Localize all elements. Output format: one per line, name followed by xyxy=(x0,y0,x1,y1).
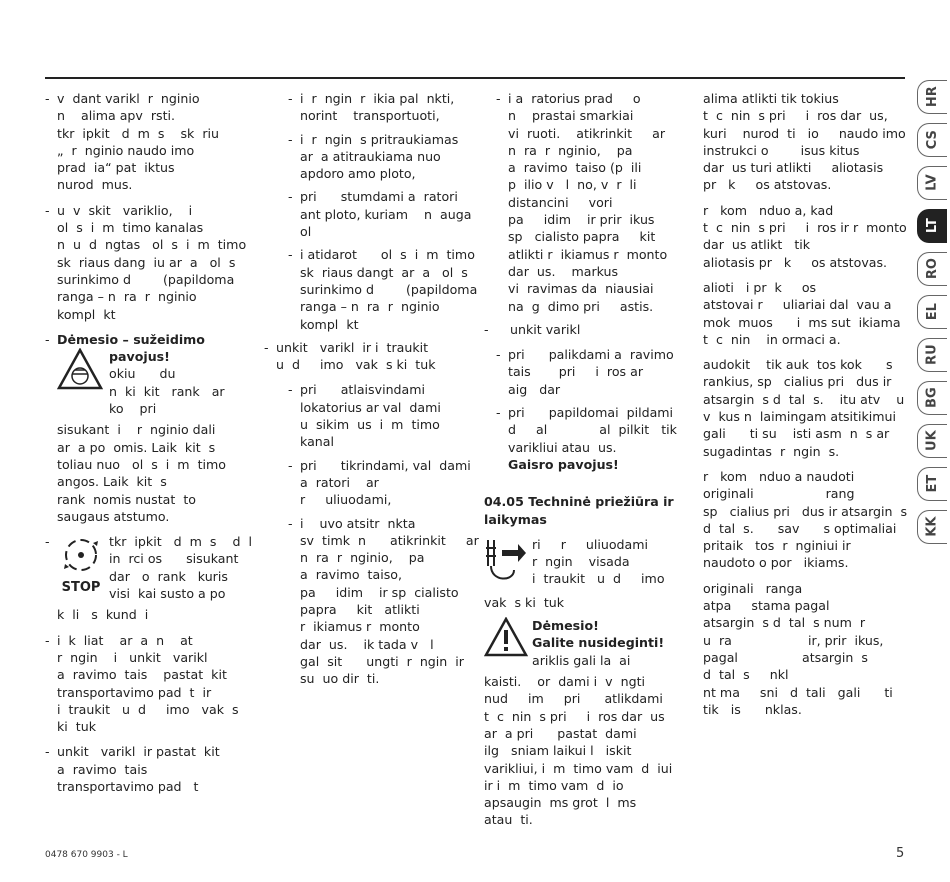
text-line: visi kai susto a po xyxy=(109,586,226,602)
warning-text xyxy=(57,421,255,525)
text-line: aliotasis pr k os atstovas. xyxy=(703,254,888,270)
text-line: pagal atsargin s xyxy=(703,649,868,665)
tab-label: RO xyxy=(924,258,940,280)
tab-label: LV xyxy=(924,174,940,192)
text-line: i traukit u d imo xyxy=(532,571,665,587)
item-text xyxy=(300,131,476,183)
text-line: kompl kt xyxy=(300,316,359,332)
tab-el[interactable] xyxy=(917,295,947,329)
text-line: alioti i pr k os xyxy=(703,279,817,295)
text-line: ri r uliuodami xyxy=(532,536,649,552)
warning-title-2: pavojus! xyxy=(109,349,170,365)
paragraph xyxy=(703,580,903,718)
list-item: - unkit varikl xyxy=(484,321,674,338)
text-line: gali ti su isti asm n s ar xyxy=(703,426,890,442)
text-line: i traukit u d imo vak s xyxy=(57,701,239,717)
text-line: ar a po omis. Laik kit s xyxy=(57,439,216,455)
warning-triangle-icon xyxy=(484,617,528,657)
item-text xyxy=(300,90,476,125)
tab-ro[interactable] xyxy=(917,252,947,286)
text-line: alima atlikti tik tokius xyxy=(703,91,839,106)
tab-bg[interactable] xyxy=(917,381,947,415)
text-line: pa idim ir prir ikus xyxy=(508,212,655,228)
text-line: n ki kit rank ar xyxy=(109,383,225,399)
text-line: sv timk n atikrinkit ar xyxy=(300,532,479,548)
text-line: dar o rank kuris xyxy=(109,568,228,584)
paragraph xyxy=(703,279,903,348)
tab-uk[interactable] xyxy=(917,424,947,458)
maintenance-text xyxy=(484,594,674,611)
text-line: nud im pri atlikdami xyxy=(484,691,663,707)
text-line: kompl kt xyxy=(57,306,116,322)
text-line: r ikiamus r monto xyxy=(300,619,420,635)
text-line: okiu du xyxy=(109,366,176,382)
text-line: dar us. markus xyxy=(508,263,619,279)
text-line: rankius, sp cialius pri dus ir xyxy=(703,374,892,390)
text-line: sp cialisto papra kit xyxy=(508,229,656,245)
tab-et[interactable] xyxy=(917,467,947,501)
tab-label: HR xyxy=(924,86,940,108)
text-line: k li s kund i xyxy=(57,607,149,623)
column-3 xyxy=(484,90,677,829)
text-line: a ratori ar xyxy=(300,474,379,490)
text-line: apsaugin ms grot l ms xyxy=(484,795,637,811)
text-line: t c nin s pri i ros ir r monto xyxy=(703,220,907,236)
text-line: u ra ir, prir ikus, xyxy=(703,632,884,648)
item-text xyxy=(57,202,255,323)
text-line: kuri nurod ti io naudo imo xyxy=(703,125,906,141)
text-line: tais pri i ros ar xyxy=(508,364,643,380)
tab-ru[interactable] xyxy=(917,338,947,372)
paragraph xyxy=(703,202,907,271)
maintenance-note xyxy=(484,536,674,590)
text-line: norint transportuoti, xyxy=(300,108,440,124)
spark-plug-unplug-icon xyxy=(484,536,528,588)
text-line: ant ploto, kuriam n auga xyxy=(300,206,472,222)
list-item: - unkit varikl ir i traukit u d imo vak s ki tuk xyxy=(264,339,476,374)
text-line: n prastai smarkiai xyxy=(508,108,634,124)
item-text xyxy=(57,743,255,795)
document-code: 0478 670 9903 - L xyxy=(45,850,128,860)
text-line: varikliui atau us. xyxy=(508,439,617,455)
paragraph xyxy=(703,356,903,460)
text-line: transportavimo pad t ir xyxy=(57,684,212,700)
item-text xyxy=(300,381,476,450)
text-line: ranga – n ra r nginio xyxy=(57,289,197,305)
text-line: rank nomis nustat to xyxy=(57,491,196,507)
list-item: - i a ratorius prad o n prastai smarkiai vi ruoti. atikrinkit ar n ra r nginio, pa a ravimo taiso (p ili p ilio v l no, v r li distancini vori pa idim ir prir ikus sp cialisto papra kit atlikti r ikiamus r monto dar us. markus vi ravimas da niausiai na g dimo pri astis. xyxy=(484,90,674,315)
text-line: i uvo atsitr nkta xyxy=(300,515,416,531)
text-line: vi ruoti. atikrinkit ar xyxy=(508,125,666,141)
sub-item: - pri tikrindami, val dami a ratori ar r uliuodami, xyxy=(276,457,476,509)
text-line: dar us turi atlikti aliotasis xyxy=(703,160,884,176)
tab-lv[interactable] xyxy=(917,166,947,200)
text-line: naudoto o por ikiams. xyxy=(703,555,849,571)
stop-rotation-icon xyxy=(57,533,105,595)
tab-label: ET xyxy=(924,475,940,493)
text-line: pritaik tos r nginiui ir xyxy=(703,538,851,554)
text-line: a ravimo tais xyxy=(57,761,148,777)
text-line: sisukant i r nginio dali xyxy=(57,422,216,438)
text-line: kanal xyxy=(300,434,334,450)
text-line: saugaus atstumo. xyxy=(57,508,170,524)
text-line: atpa stama pagal xyxy=(703,598,830,614)
caution-title-2: Galite nusideginti! xyxy=(532,635,665,651)
text-line: angos. Laik kit s xyxy=(57,474,167,490)
column-1 xyxy=(45,90,255,803)
text-line: d al al pilkit tik xyxy=(508,422,677,438)
text-line: gal sit ungti r ngin ir xyxy=(300,653,464,669)
hand-hazard-icon xyxy=(57,348,103,390)
text-line: surinkimo d (papildoma xyxy=(300,281,478,297)
sub-item: - pri palikdami a ravimo tais pri i ros ar aig dar xyxy=(496,347,674,397)
warning-title: Dėmesio – sužeidimo xyxy=(57,331,205,347)
text-line: ar a pri pastat dami xyxy=(484,725,637,741)
text-line: prad ia“ pat iktus xyxy=(57,160,175,176)
text-line: ir i m timo vam d io xyxy=(484,777,624,793)
sub-item: - pri atlaisvindami lokatorius ar val dami u sikim us i m timo kanal xyxy=(276,381,476,450)
text-line: u sikim us i m timo xyxy=(300,417,440,433)
text-line: n alima apv rsti. xyxy=(57,108,176,124)
item-text xyxy=(300,246,476,332)
text-line: n ra r nginio, pa xyxy=(508,142,633,158)
warning-side-text xyxy=(109,365,255,417)
tab-label: CS xyxy=(924,130,940,150)
item-text xyxy=(508,90,674,315)
column-2 xyxy=(264,90,479,694)
list-item: - u v skit variklio, i ol s i m timo kanalas n u d ngtas ol s i m timo sk riaus dang iu ar a ol s surinkimo d (papildoma ranga – n ra r nginio kompl kt xyxy=(45,202,255,323)
text-line: v dant varikl r nginio xyxy=(57,91,200,106)
list-item: - i r ngin r ikia pal nkti, norint transportuoti, xyxy=(276,90,476,125)
text-line: u v skit variklio, i xyxy=(57,202,193,218)
text-line: i r ngin s pritraukiamas xyxy=(300,131,459,147)
text-line: unkit varikl ir pastat kit xyxy=(57,744,220,760)
tab-lt[interactable] xyxy=(917,209,947,243)
text-line: n ra r nginio, pa xyxy=(300,550,425,566)
tab-kk[interactable] xyxy=(917,510,947,544)
text-line: pri papildomai pildami xyxy=(508,405,674,421)
text-line: pr k os atstovas. xyxy=(703,177,832,193)
list-item: - pri stumdami a ratori ant ploto, kuriam n auga ol xyxy=(276,188,476,240)
text-line: mok muos i ms sut ikiama xyxy=(703,314,901,330)
text-line: r uliuodami, xyxy=(300,492,392,508)
text-line: instrukci o isus kitus xyxy=(703,142,860,158)
tab-hr[interactable] xyxy=(917,80,947,114)
text-line: ilg sniam laikui l iskit xyxy=(484,743,632,759)
sub-item: - pri papildomai pildami d al al pilkit tik varikliui atau us. Gaisro pavojus! xyxy=(496,405,677,472)
text-line: atau ti. xyxy=(484,812,533,828)
text-line: u d imo vak s ki tuk xyxy=(276,357,436,373)
caution-text xyxy=(484,673,674,829)
list-item: - i k liat ar a n at r ngin i unkit varikl a ravimo tais pastat kit transportavimo pad t ir i traukit u d imo vak s ki tuk xyxy=(45,632,255,736)
text-line: pri atlaisvindami xyxy=(300,382,426,398)
paragraph xyxy=(703,90,906,194)
section-heading: 04.05 Techninė priežiūra ir laikymas xyxy=(484,494,674,527)
caution-title: Dėmesio! xyxy=(532,618,599,634)
text-line: tkr ipkit d m s sk riu xyxy=(57,125,220,141)
item-text xyxy=(57,632,255,736)
text-line: dar us. ik tada v l xyxy=(300,636,434,652)
tab-label: KK xyxy=(924,516,940,538)
text-line: i a ratorius prad o xyxy=(508,91,641,106)
text-line: papra kit atlikti xyxy=(300,602,420,618)
warning-item: - Dėmesio – sužeidimo pavojus! okiu du n ki kit rank ar ko pri sisukant i r nginio dali ar a po omis. Laik kit s toliau nuo ol s i m timo angos. Laik kit s rank nomis nustat to saugaus atstumo. xyxy=(45,331,255,525)
text-line: t c nin s pri i ros dar us, xyxy=(703,108,888,124)
text-line: apdoro amo ploto, xyxy=(300,166,416,182)
text-line: atsargin s d tal s. itu atv u xyxy=(703,391,905,407)
fire-warning: Gaisro pavojus! xyxy=(508,456,619,472)
text-line: na g dimo pri astis. xyxy=(508,298,654,314)
text-line: ol s i m timo kanalas xyxy=(57,220,204,236)
text-line: v kus n laimingam atsitikimui xyxy=(703,409,897,425)
text-line: vak s ki tuk xyxy=(484,594,565,610)
text-line: transportavimo pad t xyxy=(57,778,199,794)
text-line: tkr ipkit d m s d l xyxy=(109,534,252,550)
top-rule xyxy=(45,77,905,79)
text-line: sp cialius pri dus ir atsargin s xyxy=(703,503,908,519)
text-line: kaisti. or dami i v ngti xyxy=(484,674,646,690)
text-line: sugadintas r ngin s. xyxy=(703,443,840,459)
item-text xyxy=(300,457,476,509)
page-number: 5 xyxy=(896,846,905,861)
tab-cs[interactable] xyxy=(917,123,947,157)
stop-side-text xyxy=(109,533,255,602)
list-item: - unkit varikl ir pastat kit a ravimo tais transportavimo pad t xyxy=(45,743,255,795)
text-line: lokatorius ar val dami xyxy=(300,399,441,415)
text-line: t c nin s pri i ros dar us xyxy=(484,708,665,724)
tab-label: RU xyxy=(924,344,940,366)
item-text: unkit varikl xyxy=(510,321,581,337)
paragraph xyxy=(703,468,908,572)
caution-side-text xyxy=(532,652,674,669)
text-line: d tal s nkl xyxy=(703,667,789,683)
sub-item: - i uvo atsitr nkta sv timk n atikrinkit ar n ra r nginio, pa a ravimo taiso, pa idim ir sp cialisto papra kit atlikti r ikiamus r monto dar us. ik tada v l gal sit ungti r ngin ir su uo dir ti. xyxy=(288,515,479,687)
text-line: r ngin i unkit varikl xyxy=(57,649,208,665)
tab-label: BG xyxy=(924,387,940,409)
text-line: originali rang xyxy=(703,486,855,502)
text-line: i atidarot ol s i m timo xyxy=(300,247,475,263)
column-4 xyxy=(703,90,908,726)
text-line: surinkimo d (papildoma xyxy=(57,271,235,287)
text-line: ko pri xyxy=(109,401,157,417)
text-line: tik is nklas. xyxy=(703,701,802,717)
stop-item: - STOP tkr ipkit d m s d l in rci os sisukant dar o rank kuris visi kai susto a po k li s kund i xyxy=(45,533,255,623)
text-line: in rci os sisukant xyxy=(109,551,239,567)
text-line: nurod mus. xyxy=(57,177,133,193)
item-text xyxy=(300,515,479,688)
text-line: p ilio v l no, v r li xyxy=(508,177,637,193)
item-text xyxy=(57,90,255,194)
text-line: i r ngin r ikia pal nkti, xyxy=(300,91,455,106)
text-line: unkit varikl ir i traukit xyxy=(276,339,429,355)
text-line: nt ma sni d tali gali ti xyxy=(703,684,893,700)
caution-note xyxy=(484,617,674,669)
item-text xyxy=(276,339,476,374)
text-line: d tal s. sav s optimaliai xyxy=(703,520,897,536)
text-line: a ravimo taiso (p ili xyxy=(508,160,642,176)
text-line: atsargin s d tal s num r xyxy=(703,615,866,631)
tab-label: UK xyxy=(924,430,940,452)
text-line: atstovai r uliariai dal vau a xyxy=(703,297,892,313)
list-item: - i r ngin s pritraukiamas ar a atitraukiama nuo apdoro amo ploto, xyxy=(276,131,476,183)
list-item: - i atidarot ol s i m timo sk riaus dangt ar a ol s surinkimo d (papildoma ranga – n ra r nginio kompl kt xyxy=(288,247,478,332)
text-line: t c nin in ormaci a. xyxy=(703,331,841,347)
text-line: toliau nuo ol s i m timo xyxy=(57,456,226,472)
text-line: aig dar xyxy=(508,381,561,397)
text-line: vi ravimas da niausiai xyxy=(508,281,654,297)
maintenance-side-text xyxy=(532,536,674,588)
text-line: ranga – n ra r nginio xyxy=(300,299,440,315)
tab-label: LT xyxy=(924,218,940,234)
stop-label: STOP xyxy=(61,580,101,596)
text-line: distancini vori xyxy=(508,194,613,210)
text-line: ol xyxy=(300,224,312,240)
text-line: r kom nduo a, kad xyxy=(703,202,834,218)
text-line: ar a atitraukiama nuo xyxy=(300,148,441,164)
text-line: atlikti r ikiamus r monto xyxy=(508,246,668,262)
text-line: r kom nduo a naudoti xyxy=(703,468,855,484)
text-line: a ravimo tais pastat kit xyxy=(57,667,227,683)
text-line: dar us atlikt tik xyxy=(703,237,811,253)
text-line: i k liat ar a n at xyxy=(57,632,193,648)
text-line: a ravimo taiso, xyxy=(300,567,402,583)
text-line: pri stumdami a ratori xyxy=(300,189,458,205)
stop-text xyxy=(57,606,255,623)
text-line: audokit tik auk tos kok s xyxy=(703,357,893,373)
text-line: pri tikrindami, val dami xyxy=(300,457,471,473)
tab-label: EL xyxy=(924,303,940,321)
text-line: ariklis gali la ai xyxy=(532,652,631,668)
text-line: r ngin visada xyxy=(532,554,630,570)
text-line: ki tuk xyxy=(57,719,97,735)
text-line: sk riaus dangt ar a ol s xyxy=(300,264,468,280)
text-line: n u d ngtas ol s i m timo xyxy=(57,237,247,253)
item-text xyxy=(508,404,677,456)
text-line: sk riaus dang iu ar a ol s xyxy=(57,254,236,270)
text-line: originali ranga xyxy=(703,580,803,596)
text-line: varikliui, i m timo vam d iui xyxy=(484,760,673,776)
item-text xyxy=(508,346,674,398)
item-text xyxy=(300,188,476,240)
text-line: „ r nginio naudo imo xyxy=(57,142,195,158)
text-line: pa idim ir sp cialisto xyxy=(300,584,459,600)
text-line: pri palikdami a ravimo xyxy=(508,347,674,363)
list-item: - v dant varikl r nginio n alima apv rsti. tkr ipkit d m s sk riu „ r nginio naudo imo prad ia“ pat iktus nurod mus. xyxy=(45,90,255,194)
text-line: su uo dir ti. xyxy=(300,671,380,687)
